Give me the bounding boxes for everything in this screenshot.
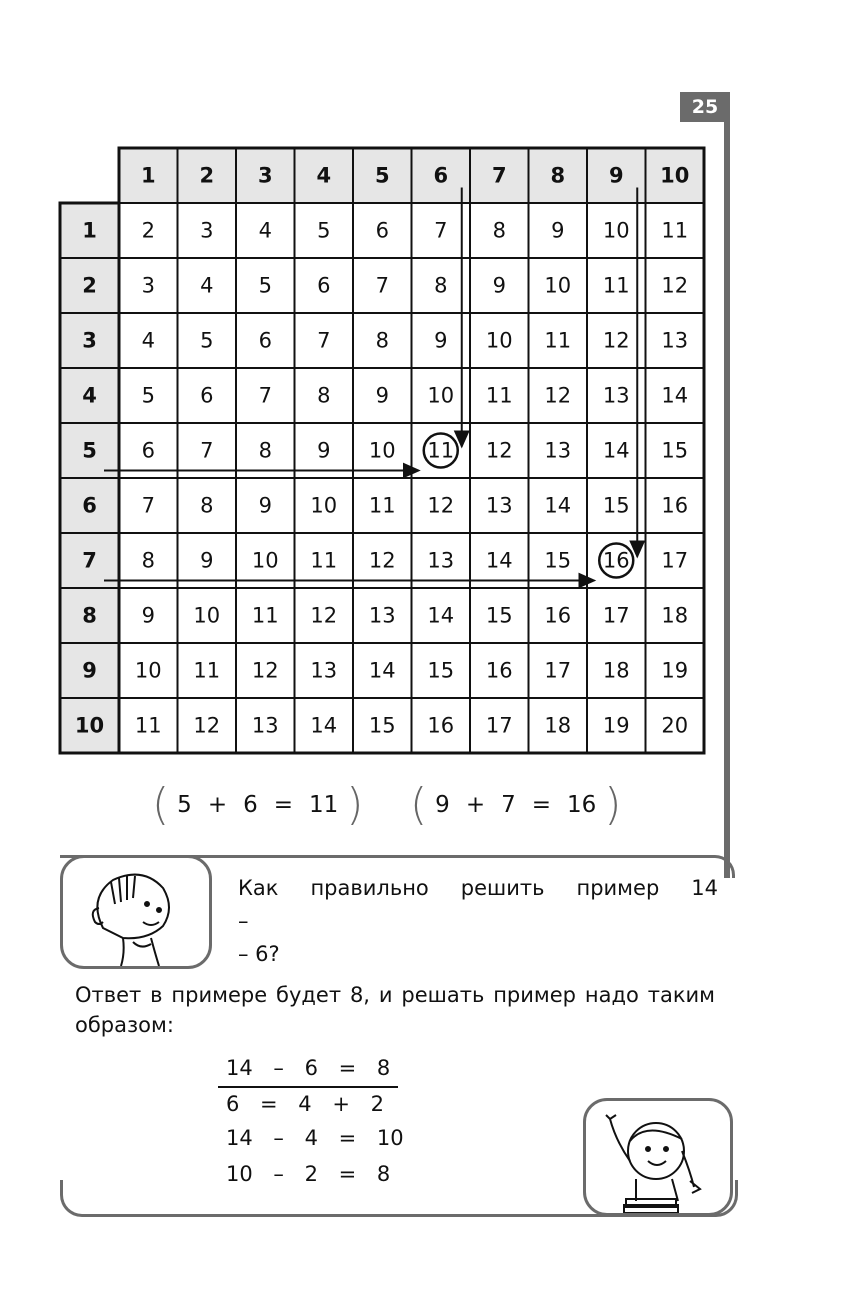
table-cell-value: 15	[427, 658, 455, 683]
table-cell-value: 14	[310, 713, 338, 738]
row-header-label: 7	[82, 548, 97, 573]
table-cell-value: 5	[141, 383, 155, 408]
calc-line-2: 6 = 4 + 2	[226, 1092, 384, 1116]
table-cell-value: 14	[661, 383, 689, 408]
table-cell-value: 13	[251, 713, 279, 738]
table-cell-value: 12	[368, 548, 396, 573]
table-cell-value: 16	[661, 493, 689, 518]
table-cell-value: 18	[602, 658, 630, 683]
col-header-label: 6	[433, 163, 449, 188]
table-cell-value: 10	[193, 603, 221, 628]
table-cell-value: 19	[602, 713, 630, 738]
table-cell-value: 11	[485, 383, 513, 408]
table-cell-value: 15	[544, 548, 572, 573]
table-cell-value: 13	[661, 328, 689, 353]
table-cell-value: 11	[661, 218, 689, 243]
equation-1-b: 6	[243, 792, 258, 818]
table-cell-value: 15	[368, 713, 396, 738]
table-cell-value: 16	[544, 603, 572, 628]
equation-1: ( 5 + 6 = 11 )	[152, 779, 364, 830]
table-cell-value: 11	[193, 658, 221, 683]
col-header-label: 9	[608, 163, 624, 188]
question-line-2: – 6?	[238, 942, 280, 966]
table-cell-value: 10	[251, 548, 279, 573]
calc-line-3: 14 – 4 = 10	[226, 1126, 404, 1150]
table-cell-value: 14	[544, 493, 572, 518]
col-header-label: 10	[660, 163, 690, 188]
table-cell-value: 4	[141, 328, 155, 353]
table-cell-value: 15	[602, 493, 630, 518]
table-cell-value: 7	[375, 273, 389, 298]
table-cell-value: 4	[258, 218, 272, 243]
table-cell-value: 13	[368, 603, 396, 628]
calc-line-1: 14 – 6 = 8	[226, 1056, 391, 1080]
table-cell-value: 8	[258, 438, 272, 463]
table-cell-value: 10	[544, 273, 572, 298]
equation-2-op: +	[465, 792, 486, 818]
table-cell-value: 3	[141, 273, 155, 298]
table-cell-value: 10	[427, 383, 455, 408]
table-cell-value: 12	[427, 493, 455, 518]
table-cell-value: 11	[544, 328, 572, 353]
table-cell-value: 7	[200, 438, 214, 463]
table-cell-value: 6	[141, 438, 155, 463]
equation-2-a: 9	[435, 792, 450, 818]
table-cell-value: 6	[317, 273, 331, 298]
table-cell-value: 14	[602, 438, 630, 463]
row-header-label: 1	[82, 218, 97, 243]
boy-thinking-icon	[63, 858, 209, 966]
table-cell-value: 12	[544, 383, 572, 408]
table-cell-value: 14	[368, 658, 396, 683]
table-cell-value: 6	[200, 383, 214, 408]
equation-1-op: +	[207, 792, 228, 818]
table-cell-value: 10	[602, 218, 630, 243]
equation-2-eq: =	[531, 792, 552, 818]
table-cell-value: 9	[317, 438, 331, 463]
table-cell-value: 8	[375, 328, 389, 353]
answer-text: Ответ в примере будет 8, и решать пример надо таким образом:	[75, 983, 715, 1037]
table-cell-value: 8	[141, 548, 155, 573]
col-header-label: 8	[550, 163, 566, 188]
table-cell-value: 12	[310, 603, 338, 628]
table-cell-value: 13	[602, 383, 630, 408]
equation-2-b: 7	[501, 792, 516, 818]
table-cell-value: 9	[375, 383, 389, 408]
calc-line-4: 10 – 2 = 8	[226, 1162, 391, 1186]
table-cell-value: 14	[485, 548, 513, 573]
question-line-1: Как правильно решить пример 14 –	[238, 876, 718, 933]
col-header-label: 4	[316, 163, 332, 188]
girl-waving-icon	[586, 1101, 730, 1213]
row-header-label: 8	[82, 603, 97, 628]
table-cell-value: 11	[310, 548, 338, 573]
equation-1-a: 5	[177, 792, 192, 818]
table-cell-value: 19	[661, 658, 689, 683]
row-header-label: 10	[74, 713, 105, 738]
table-cell-value: 2	[141, 218, 155, 243]
col-header-label: 5	[374, 163, 390, 188]
table-cell-value: 10	[368, 438, 396, 463]
girl-illustration	[583, 1098, 733, 1216]
table-cell-value: 17	[544, 658, 572, 683]
page-number: 25	[680, 92, 730, 122]
table-cell-value: 18	[661, 603, 689, 628]
boy-illustration	[60, 855, 212, 969]
table-cell-value: 7	[317, 328, 331, 353]
table-cell-value: 7	[141, 493, 155, 518]
table-cell-value: 9	[258, 493, 272, 518]
table-cell-value: 12	[251, 658, 279, 683]
row-header-label: 9	[82, 658, 97, 683]
table-cell-value: 11	[368, 493, 396, 518]
table-cell-value: 6	[258, 328, 272, 353]
table-cell-value: 9	[551, 218, 565, 243]
table-cell-value: 8	[434, 273, 448, 298]
table-cell-value: 10	[310, 493, 338, 518]
table-cell-value: 18	[544, 713, 572, 738]
table-cell-value: 11	[602, 273, 630, 298]
table-cell-value: 8	[492, 218, 506, 243]
equation-1-result: 11	[309, 792, 339, 818]
table-cell-value: 12	[602, 328, 630, 353]
table-cell-value: 16	[602, 548, 630, 573]
row-header-label: 5	[82, 438, 97, 463]
table-cell-value: 5	[258, 273, 272, 298]
table-cell-value: 11	[251, 603, 279, 628]
table-cell-value: 20	[661, 713, 689, 738]
table-cell-value: 5	[317, 218, 331, 243]
table-cell-value: 4	[200, 273, 214, 298]
equation-1-eq: =	[273, 792, 294, 818]
table-cell-value: 8	[317, 383, 331, 408]
table-cell-value: 17	[602, 603, 630, 628]
table-cell-value: 12	[661, 273, 689, 298]
table-cell-value: 17	[485, 713, 513, 738]
table-cell-value: 9	[141, 603, 155, 628]
table-cell-value: 11	[134, 713, 162, 738]
table-cell-value: 16	[485, 658, 513, 683]
table-cell-value: 13	[310, 658, 338, 683]
table-cell-value: 5	[200, 328, 214, 353]
table-cell-value: 8	[200, 493, 214, 518]
table-cell-value: 13	[485, 493, 513, 518]
col-header-label: 2	[199, 163, 215, 188]
table-cell-value: 7	[434, 218, 448, 243]
table-cell-value: 14	[427, 603, 455, 628]
table-cell-value: 10	[134, 658, 162, 683]
table-cell-value: 16	[427, 713, 455, 738]
table-cell-value: 15	[485, 603, 513, 628]
question-text	[238, 872, 718, 971]
row-header-label: 3	[82, 328, 97, 353]
table-cell-value: 13	[427, 548, 455, 573]
table-cell-value: 12	[485, 438, 513, 463]
row-header-label: 4	[82, 383, 97, 408]
equation-2-result: 16	[567, 792, 597, 818]
table-cell-value: 12	[193, 713, 221, 738]
table-cell-value: 9	[492, 273, 506, 298]
col-header-label: 3	[257, 163, 273, 188]
table-cell-value: 15	[661, 438, 689, 463]
table-cell-value: 10	[485, 328, 513, 353]
table-cell-value: 9	[200, 548, 214, 573]
calc-divider	[218, 1086, 398, 1088]
table-cell-value: 7	[258, 383, 272, 408]
row-header-label: 2	[82, 273, 97, 298]
table-cell-value: 3	[200, 218, 214, 243]
table-cell-value: 17	[661, 548, 689, 573]
table-cell-value: 9	[434, 328, 448, 353]
table-cell-value: 6	[375, 218, 389, 243]
table-cell-value: 11	[427, 438, 455, 463]
equation-2: ( 9 + 7 = 16 )	[410, 779, 622, 830]
row-header-label: 6	[82, 493, 97, 518]
table-cell-value: 13	[544, 438, 572, 463]
col-header-label: 7	[491, 163, 507, 188]
col-header-label: 1	[140, 163, 156, 188]
